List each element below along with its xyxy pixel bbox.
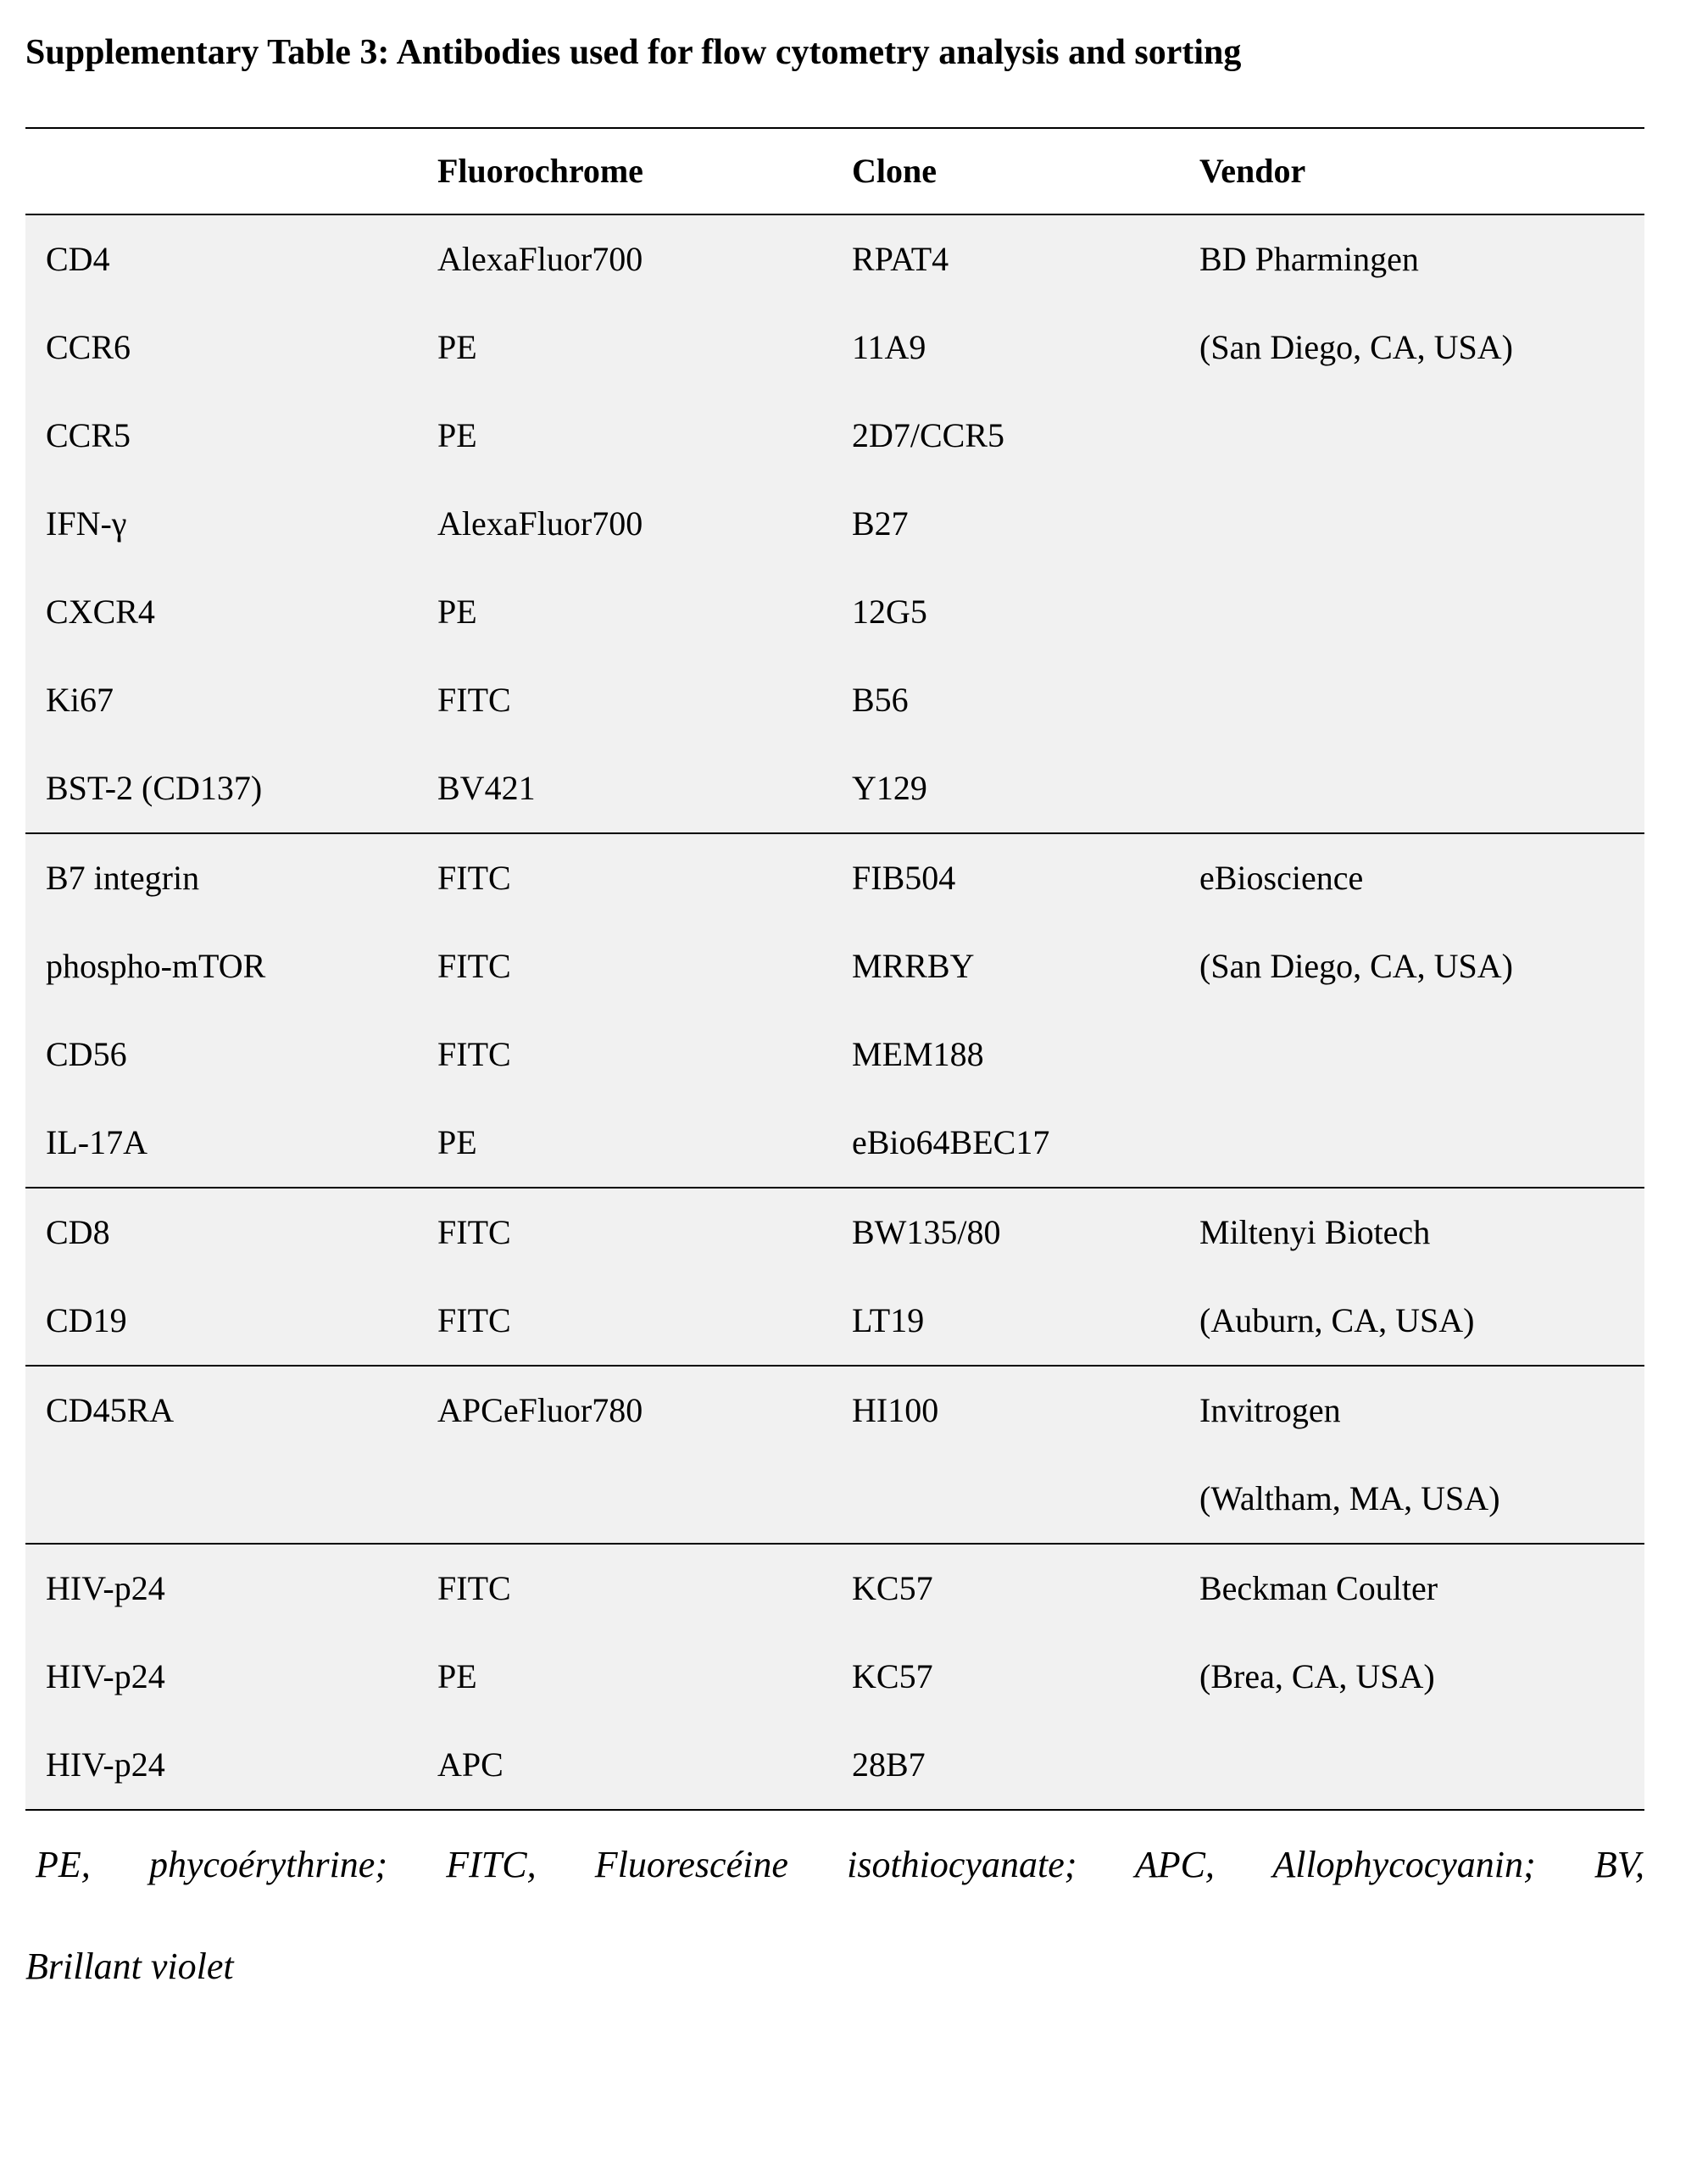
table-row xyxy=(25,834,1644,922)
cell-clone: LT19 xyxy=(852,1301,925,1339)
footnote-line-1: PE, phycoérythrine; FITC, Fluorescéine isothiocyanate; APC, Allophycocyanin; BV, xyxy=(36,1844,1644,1885)
vendor-group xyxy=(25,834,1644,1187)
cell-clone: KC57 xyxy=(852,1657,933,1695)
header-vendor: Vendor xyxy=(1199,152,1306,190)
cell-fluorochrome: PE xyxy=(437,328,477,366)
cell-fluorochrome: FITC xyxy=(437,1213,511,1251)
cell-marker: CD4 xyxy=(46,240,110,278)
cell-fluorochrome: APCeFluor780 xyxy=(437,1391,643,1429)
vendor-location: (San Diego, CA, USA) xyxy=(1199,328,1513,366)
header-clone: Clone xyxy=(852,152,937,190)
vendor-name: Invitrogen xyxy=(1199,1391,1341,1429)
cell-fluorochrome: AlexaFluor700 xyxy=(437,240,643,278)
footnote-line-2: Brillant violet xyxy=(25,1946,234,1987)
cell-fluorochrome: AlexaFluor700 xyxy=(437,504,643,543)
cell-clone: 28B7 xyxy=(852,1745,926,1784)
cell-clone: B27 xyxy=(852,504,909,543)
vendor-group xyxy=(25,1367,1644,1543)
table-row xyxy=(25,1010,1644,1099)
vendor-location: (Brea, CA, USA) xyxy=(1199,1657,1435,1695)
cell-fluorochrome: BV421 xyxy=(437,769,536,807)
cell-clone: RPAT4 xyxy=(852,240,949,278)
table-row xyxy=(25,1367,1644,1455)
cell-fluorochrome: APC xyxy=(437,1745,503,1784)
cell-marker: BST-2 (CD137) xyxy=(46,769,263,807)
cell-clone: 2D7/CCR5 xyxy=(852,416,1005,454)
cell-marker: Ki67 xyxy=(46,681,114,719)
cell-fluorochrome: FITC xyxy=(437,1569,511,1607)
cell-marker: CCR5 xyxy=(46,416,131,454)
cell-clone: BW135/80 xyxy=(852,1213,1001,1251)
cell-fluorochrome: FITC xyxy=(437,1035,511,1073)
vendor-name: eBioscience xyxy=(1199,859,1364,897)
vendor-location: (San Diego, CA, USA) xyxy=(1199,947,1513,985)
vendor-location: (Waltham, MA, USA) xyxy=(1199,1479,1500,1517)
cell-fluorochrome: PE xyxy=(437,416,477,454)
cell-fluorochrome: FITC xyxy=(437,859,511,897)
cell-fluorochrome: PE xyxy=(437,593,477,631)
vendor-name: Beckman Coulter xyxy=(1199,1569,1438,1607)
cell-clone: MEM188 xyxy=(852,1035,984,1073)
table-row xyxy=(25,480,1644,568)
vendor-name: Miltenyi Biotech xyxy=(1199,1213,1431,1251)
cell-marker: phospho-mTOR xyxy=(46,947,266,985)
cell-clone: KC57 xyxy=(852,1569,933,1607)
table-row xyxy=(25,568,1644,656)
cell-marker: IFN-γ xyxy=(46,504,127,543)
cell-clone: eBio64BEC17 xyxy=(852,1123,1050,1161)
cell-marker: B7 integrin xyxy=(46,859,200,897)
cell-clone: B56 xyxy=(852,681,909,719)
footnote xyxy=(25,1814,1644,2018)
table-row xyxy=(25,744,1644,832)
cell-marker: CD56 xyxy=(46,1035,127,1073)
vendor-group xyxy=(25,1188,1644,1365)
vendor-group xyxy=(25,215,1644,832)
cell-fluorochrome: FITC xyxy=(437,681,511,719)
cell-fluorochrome: PE xyxy=(437,1657,477,1695)
cell-clone: MRRBY xyxy=(852,947,975,985)
cell-marker: HIV-p24 xyxy=(46,1745,165,1784)
cell-fluorochrome: FITC xyxy=(437,947,511,985)
cell-marker: CCR6 xyxy=(46,328,131,366)
cell-marker: CD19 xyxy=(46,1301,127,1339)
vendor-group xyxy=(25,1545,1644,1809)
cell-clone: 12G5 xyxy=(852,593,927,631)
header-fluorochrome: Fluorochrome xyxy=(437,152,643,190)
table-row xyxy=(25,656,1644,744)
cell-marker: IL-17A xyxy=(46,1123,147,1161)
table-row xyxy=(25,1099,1644,1187)
table-bottom-rule xyxy=(25,1809,1644,1811)
cell-marker: CD8 xyxy=(46,1213,110,1251)
cell-marker: HIV-p24 xyxy=(46,1657,165,1695)
vendor-location: (Auburn, CA, USA) xyxy=(1199,1301,1475,1339)
table-row xyxy=(25,1721,1644,1809)
table-row xyxy=(25,392,1644,480)
cell-marker: HIV-p24 xyxy=(46,1569,165,1607)
table-title: Supplementary Table 3: Antibodies used for flow cytometry analysis and sorting xyxy=(25,33,1242,72)
cell-fluorochrome: FITC xyxy=(437,1301,511,1339)
cell-fluorochrome: PE xyxy=(437,1123,477,1161)
vendor-name: BD Pharmingen xyxy=(1199,240,1419,278)
cell-clone: Y129 xyxy=(852,769,927,807)
cell-clone: 11A9 xyxy=(852,328,926,366)
cell-clone: HI100 xyxy=(852,1391,939,1429)
cell-marker: CXCR4 xyxy=(46,593,155,631)
cell-clone: FIB504 xyxy=(852,859,956,897)
cell-marker: CD45RA xyxy=(46,1391,175,1429)
table-header-row xyxy=(25,127,1644,214)
